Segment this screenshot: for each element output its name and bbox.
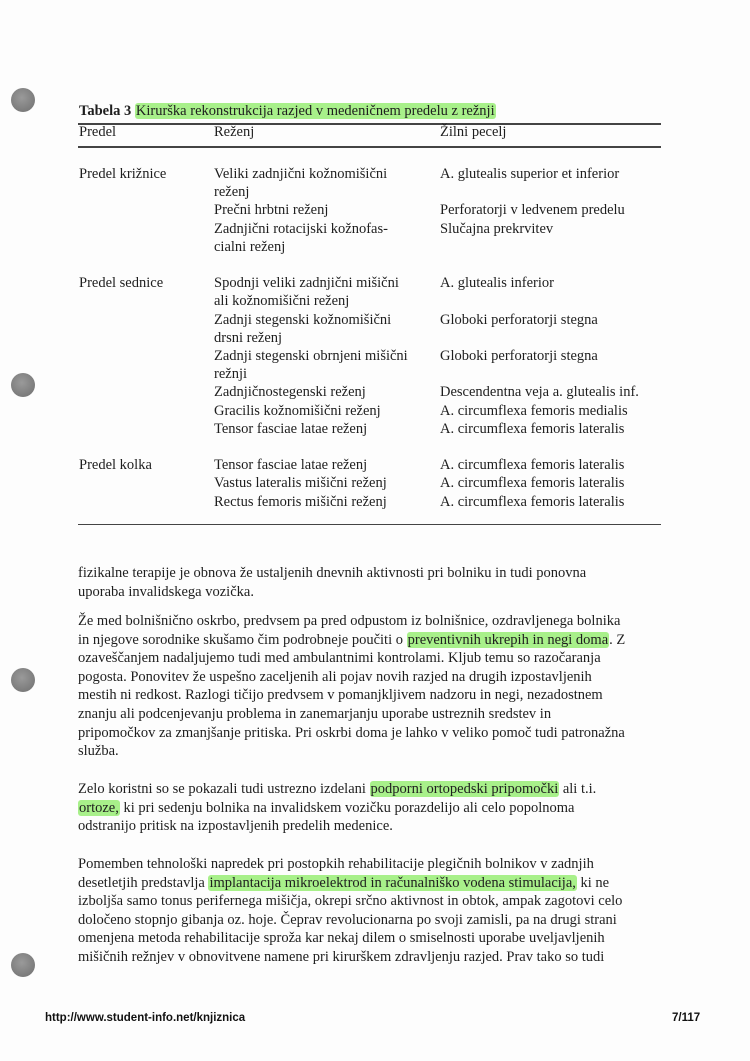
- text-line: [78, 631, 625, 650]
- flap-cell: Zadnjičnostegenski reženj: [214, 384, 366, 401]
- paragraph: [78, 855, 622, 967]
- flap-cell: cialni reženj: [214, 238, 286, 255]
- text-segment: odstranijo pritisk na izpostavljenih predelih medenice.: [78, 818, 393, 835]
- text-line: [78, 799, 596, 818]
- paragraph: [78, 564, 586, 601]
- spacer: [79, 292, 166, 310]
- table-header-rule: [78, 146, 661, 148]
- vessel-cell: A. circumflexa femoris lateralis: [440, 493, 625, 510]
- text-line: [78, 911, 622, 930]
- table-caption-text: Kirurška rekonstrukcija razjed v medeničnem predelu z režnji: [135, 103, 495, 119]
- spacer: [440, 183, 639, 201]
- page-number: 7/117: [672, 1012, 701, 1024]
- spacer: [79, 347, 166, 365]
- spacer: [79, 365, 166, 383]
- header-region: Predel: [79, 124, 117, 140]
- text-line: [78, 892, 622, 911]
- spacer: [79, 201, 166, 219]
- vessel-cell: A. circumflexa femoris lateralis: [440, 457, 625, 474]
- vessel-cell: A. glutealis superior et inferior: [440, 166, 620, 182]
- highlighted-text: preventivnih ukrepih in negi doma: [407, 631, 609, 648]
- flap-cell: Zadnji stegenski kožnomišični: [214, 311, 392, 328]
- vessel-cell: Globoki perforatorji stegna: [440, 311, 598, 328]
- flap-cell: Tensor fasciae latae reženj: [214, 420, 368, 437]
- text-segment: Že med bolnišnično oskrbo, predvsem pa pred odpustom iz bolnišnice, ozdravljenega bolnika: [78, 613, 621, 629]
- table-top-rule: [78, 123, 661, 125]
- spacer: [79, 220, 166, 238]
- flap-cell: Spodnji veliki zadnjični mišični: [214, 275, 399, 292]
- highlighted-text: ortoze,: [79, 799, 119, 816]
- spacer: [79, 438, 166, 456]
- vessel-column: [440, 165, 639, 511]
- spacer: [79, 420, 166, 438]
- flap-cell: Zadnji stegenski obrnjeni mišični: [214, 348, 408, 365]
- region-cell: Predel sednice: [79, 275, 164, 292]
- header-vessel: Žilni pecelj: [440, 124, 507, 140]
- text-segment: Zelo koristni so se pokazali tudi ustrezno izdelani: [78, 781, 370, 797]
- text-segment: desetletjih predstavlja: [78, 874, 209, 891]
- text-segment: izboljša samo tonus perifernega mišičja, okrepi srčno aktivnost in obtok, ampak zagotovi celo: [78, 893, 623, 910]
- text-segment: ozaveščanjem nadaljujemo tudi med ambulantnimi kontrolami. Kljub temu so razočaranja: [78, 650, 601, 667]
- flap-cell: Veliki zadnjični kožnomišični: [214, 166, 388, 182]
- spacer: [440, 292, 639, 310]
- vessel-cell: A. circumflexa femoris lateralis: [440, 420, 625, 437]
- spacer: [214, 256, 408, 274]
- spacer: [440, 365, 639, 383]
- region-cell: Predel kolka: [79, 457, 152, 474]
- region-column: [79, 165, 166, 511]
- text-line: [78, 817, 596, 836]
- text-line: [78, 724, 625, 743]
- text-segment: ali t.i.: [559, 781, 597, 797]
- text-segment: služba.: [78, 743, 119, 760]
- flap-cell: ali kožnomišični reženj: [214, 293, 350, 310]
- punch-hole: [11, 953, 35, 977]
- flap-column: [214, 165, 408, 511]
- vessel-cell: Slučajna prekrvitev: [440, 220, 554, 237]
- text-line: [78, 612, 625, 631]
- table-bottom-rule: [78, 524, 661, 525]
- text-line: [78, 855, 622, 874]
- spacer: [79, 474, 166, 492]
- text-segment: uporaba invalidskega vozička.: [78, 583, 254, 600]
- flap-cell: režnji: [214, 366, 248, 383]
- text-line: [78, 668, 625, 687]
- text-segment: določeno stopnjo gibanja oz. hoje. Čeprav revolucionarna po svoji zamisli, pa na drugi strani: [78, 911, 617, 928]
- flap-cell: Zadnjični rotacijski kožnofas-: [214, 220, 388, 237]
- text-line: [78, 649, 625, 668]
- highlighted-text: implantacija mikroelektrod in računalniško vodena stimulacija,: [209, 874, 576, 891]
- text-line: [78, 874, 622, 893]
- flap-cell: Tensor fasciae latae reženj: [214, 457, 368, 474]
- text-line: [78, 929, 622, 948]
- spacer: [79, 183, 166, 201]
- header-flap: Reženj: [214, 124, 255, 140]
- punch-hole: [11, 668, 35, 692]
- spacer: [79, 256, 166, 274]
- text-segment: ki ne: [576, 874, 610, 891]
- text-line: [78, 948, 622, 967]
- spacer: [79, 238, 166, 256]
- text-line: [78, 564, 586, 583]
- spacer: [79, 383, 166, 401]
- paragraph: [78, 780, 596, 836]
- text-segment: znanju ali podcenjevanju problema in zanemarjanju uporabe ustreznih sredstev in: [78, 705, 552, 722]
- region-cell: Predel križnice: [79, 166, 167, 182]
- vessel-cell: A. glutealis inferior: [440, 275, 554, 292]
- spacer: [79, 493, 166, 511]
- text-line: [78, 686, 625, 705]
- text-segment: ki pri sedenju bolnika na invalidskem vozičku porazdelijo ali celo popolnoma: [119, 799, 575, 816]
- punch-hole: [11, 88, 35, 112]
- text-segment: Pomemben tehnološki napredek pri postopkih rehabilitacije plegičnih bolnikov v zadnjih: [78, 856, 594, 872]
- footer-url[interactable]: http://www.student-info.net/knjiznica: [45, 1012, 246, 1024]
- paragraph: [78, 612, 625, 761]
- flap-cell: Gracilis kožnomišični reženj: [214, 402, 381, 419]
- text-segment: pripomočkov za zmanjšanje pritiska. Pri oskrbi doma je lahko v veliko pomoč tudi patronažna: [78, 724, 625, 741]
- text-segment: pogosta. Ponovitev že uspešno zaceljenih ali pojav novih razjed na drugih izpostavljenih: [78, 668, 592, 685]
- spacer: [440, 256, 639, 274]
- text-line: [78, 583, 586, 602]
- text-line: [78, 705, 625, 724]
- vessel-cell: Descendentna veja a. glutealis inf.: [440, 384, 639, 401]
- spacer: [440, 238, 639, 256]
- text-segment: omenjena metoda rehabilitacije sproža kar nekaj dilem o smiselnosti uporabe uveljavljenih: [78, 930, 605, 947]
- spacer: [79, 311, 166, 329]
- spacer: [79, 329, 166, 347]
- table-label: Tabela 3: [79, 103, 132, 119]
- punch-hole: [11, 373, 35, 397]
- flap-cell: drsni reženj: [214, 329, 283, 346]
- vessel-cell: Globoki perforatorji stegna: [440, 348, 598, 365]
- flap-cell: reženj: [214, 184, 250, 201]
- flap-cell: Vastus lateralis mišični reženj: [214, 475, 387, 492]
- flap-cell: Rectus femoris mišični reženj: [214, 493, 387, 510]
- spacer: [214, 438, 408, 456]
- spacer: [440, 329, 639, 347]
- flap-cell: Prečni hrbtni reženj: [214, 202, 329, 219]
- table-caption: [79, 103, 496, 120]
- spacer: [440, 438, 639, 456]
- text-segment: mišičnih režnjev v obnovitvene namene pri kirurškem zdravljenju razjed. Prav tako so tudi: [78, 948, 605, 965]
- vessel-cell: A. circumflexa femoris lateralis: [440, 475, 625, 492]
- text-segment: . Z: [609, 631, 626, 648]
- text-segment: in njegove sorodnike skušamo čim podrobneje poučiti o: [78, 631, 407, 648]
- text-segment: mestih ni redkost. Razlogi tičijo predvsem v pomanjkljivem nadzoru in negi, nezadostnem: [78, 687, 603, 704]
- highlighted-text: podporni ortopedski pripomočki: [370, 781, 559, 797]
- text-segment: fizikalne terapije je obnova že ustaljenih dnevnih aktivnosti pri bolniku in tudi ponovna: [78, 565, 587, 581]
- spacer: [79, 402, 166, 420]
- vessel-cell: Perforatorji v ledvenem predelu: [440, 202, 625, 219]
- vessel-cell: A. circumflexa femoris medialis: [440, 402, 628, 419]
- text-line: [78, 742, 625, 761]
- text-line: [78, 780, 596, 799]
